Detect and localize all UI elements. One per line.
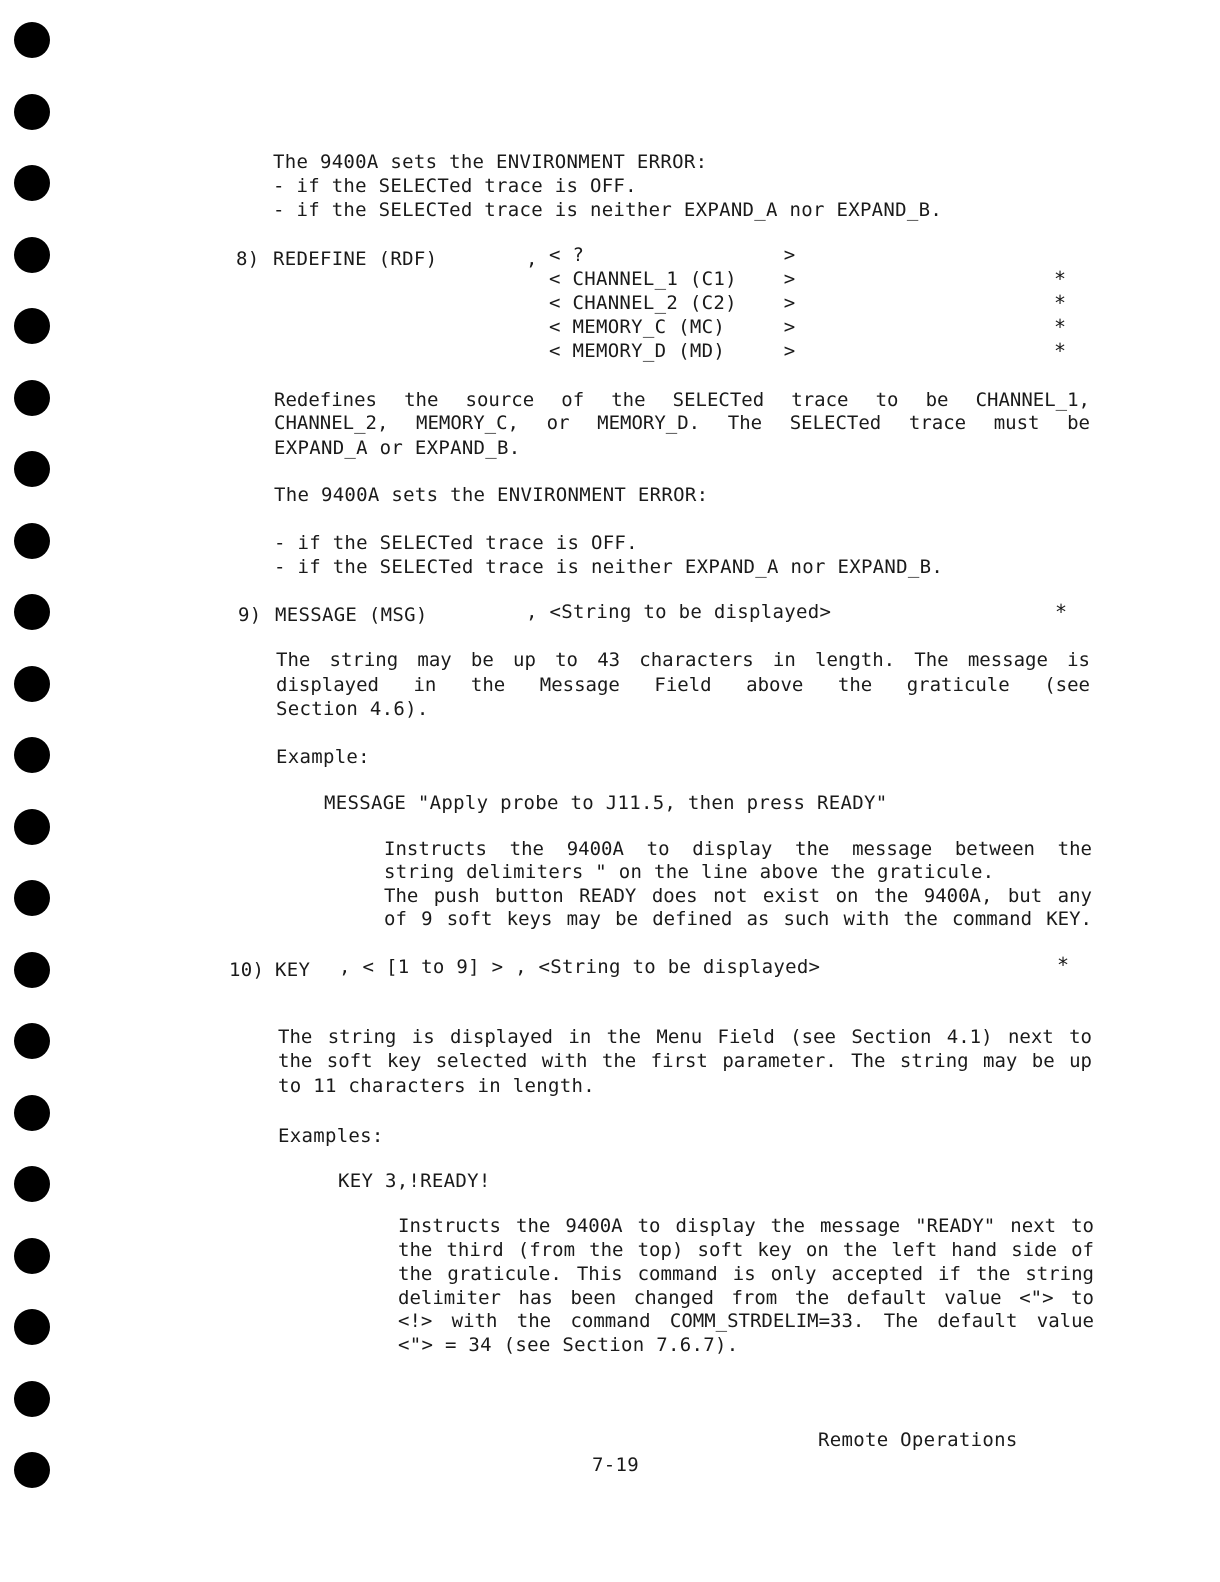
binder-hole <box>14 737 50 773</box>
cmd10-example-label: Examples: <box>278 1125 384 1147</box>
binder-hole <box>14 1238 50 1274</box>
binder-hole <box>14 308 50 344</box>
cmd9-desc-line: displayed in the Message Field above the graticule (see <box>276 674 1090 696</box>
binder-hole <box>14 523 50 559</box>
cmd10-star: * <box>1057 953 1070 977</box>
binder-hole <box>14 451 50 487</box>
env-error-intro: The 9400A sets the ENVIRONMENT ERROR: <box>273 151 708 173</box>
cmd10-example: KEY 3,!READY! <box>338 1170 491 1192</box>
cmd10-desc-line: The string is displayed in the Menu Field (see Section 4.1) next to <box>278 1026 1092 1048</box>
cmd8-param-star: * <box>1054 339 1067 363</box>
cmd8-param: < ? > <box>549 244 796 266</box>
cmd9-explain-line: The push button READY does not exist on the 9400A, but any <box>384 885 1092 907</box>
cmd9-explain-line: string delimiters " on the line above the graticule. <box>384 861 995 883</box>
cmd8-param-star: * <box>1054 291 1067 315</box>
binder-hole <box>14 1023 50 1059</box>
cmd10-param: , < [1 to 9] > , <String to be displayed> <box>339 956 821 978</box>
cmd8-desc-line: Redefines the source of the SELECTed trace to be CHANNEL_1, <box>274 389 1090 411</box>
cmd8-param-star: * <box>1054 315 1067 339</box>
binder-hole <box>14 22 50 58</box>
binder-hole <box>14 809 50 845</box>
cmd8-number: 8) <box>236 248 260 270</box>
cmd9-number: 9) <box>238 604 262 626</box>
binder-hole <box>14 165 50 201</box>
footer-section-title: Remote Operations <box>818 1429 1018 1451</box>
cmd10-explain-line: Instructs the 9400A to display the message "READY" next to <box>398 1215 1094 1237</box>
cmd10-explain-line: <!> with the command COMM_STRDELIM=33. The default value <box>398 1310 1094 1332</box>
cmd9-desc-line: The string may be up to 43 characters in length. The message is <box>276 649 1090 671</box>
cmd9-param: , <String to be displayed> <box>526 601 832 623</box>
binder-hole <box>14 880 50 916</box>
env-error-item: - if the SELECTed trace is neither EXPAND_A nor EXPAND_B. <box>273 199 943 221</box>
cmd10-number: 10) <box>229 959 265 981</box>
cmd8-desc-line: EXPAND_A or EXPAND_B. <box>274 437 521 459</box>
binder-hole <box>14 1166 50 1202</box>
cmd8-name: REDEFINE (RDF) <box>273 248 438 270</box>
binder-hole <box>14 666 50 702</box>
binder-hole <box>14 1381 50 1417</box>
cmd8-env-item: - if the SELECTed trace is OFF. <box>274 532 638 554</box>
binder-hole <box>14 1452 50 1488</box>
env-error-item: - if the SELECTed trace is OFF. <box>273 175 637 197</box>
binder-hole <box>14 594 50 630</box>
cmd9-name: MESSAGE (MSG) <box>275 604 428 626</box>
cmd9-example-label: Example: <box>276 746 370 768</box>
cmd8-param: < CHANNEL_2 (C2) > <box>549 292 796 314</box>
cmd9-example: MESSAGE "Apply probe to J11.5, then press READY" <box>324 792 888 814</box>
cmd8-param: < MEMORY_C (MC) > <box>549 316 796 338</box>
cmd8-param-star: * <box>1054 267 1067 291</box>
binder-hole <box>14 94 50 130</box>
binder-hole <box>14 380 50 416</box>
cmd10-desc-line: the soft key selected with the first parameter. The string may be up <box>278 1050 1092 1072</box>
binder-hole <box>14 952 50 988</box>
cmd10-explain-line: the graticule. This command is only accepted if the string <box>398 1263 1094 1285</box>
cmd8-comma: , <box>526 248 538 270</box>
cmd9-star: * <box>1055 600 1068 624</box>
page-number: 7-19 <box>592 1454 639 1476</box>
cmd8-desc-line: CHANNEL_2, MEMORY_C, or MEMORY_D. The SELECTed trace must be <box>274 412 1090 434</box>
cmd9-desc-line: Section 4.6). <box>276 698 429 720</box>
cmd8-env-item: - if the SELECTed trace is neither EXPAND_A nor EXPAND_B. <box>274 556 944 578</box>
cmd10-explain-line: the third (from the top) soft key on the left hand side of <box>398 1239 1094 1261</box>
cmd8-param: < CHANNEL_1 (C1) > <box>549 268 796 290</box>
cmd10-name: KEY <box>275 959 311 981</box>
cmd10-explain-line: delimiter has been changed from the default value <"> to <box>398 1287 1094 1309</box>
binder-holes <box>14 22 54 1572</box>
binder-hole <box>14 1095 50 1131</box>
cmd9-explain-line: Instructs the 9400A to display the message between the <box>384 838 1092 860</box>
cmd10-desc-line: to 11 characters in length. <box>278 1075 595 1097</box>
binder-hole <box>14 237 50 273</box>
binder-hole <box>14 1309 50 1345</box>
cmd8-env-intro: The 9400A sets the ENVIRONMENT ERROR: <box>274 484 709 506</box>
cmd8-param: < MEMORY_D (MD) > <box>549 340 796 362</box>
cmd9-explain-line: of 9 soft keys may be defined as such with the command KEY. <box>384 908 1092 930</box>
cmd10-explain-line: <"> = 34 (see Section 7.6.7). <box>398 1334 739 1356</box>
